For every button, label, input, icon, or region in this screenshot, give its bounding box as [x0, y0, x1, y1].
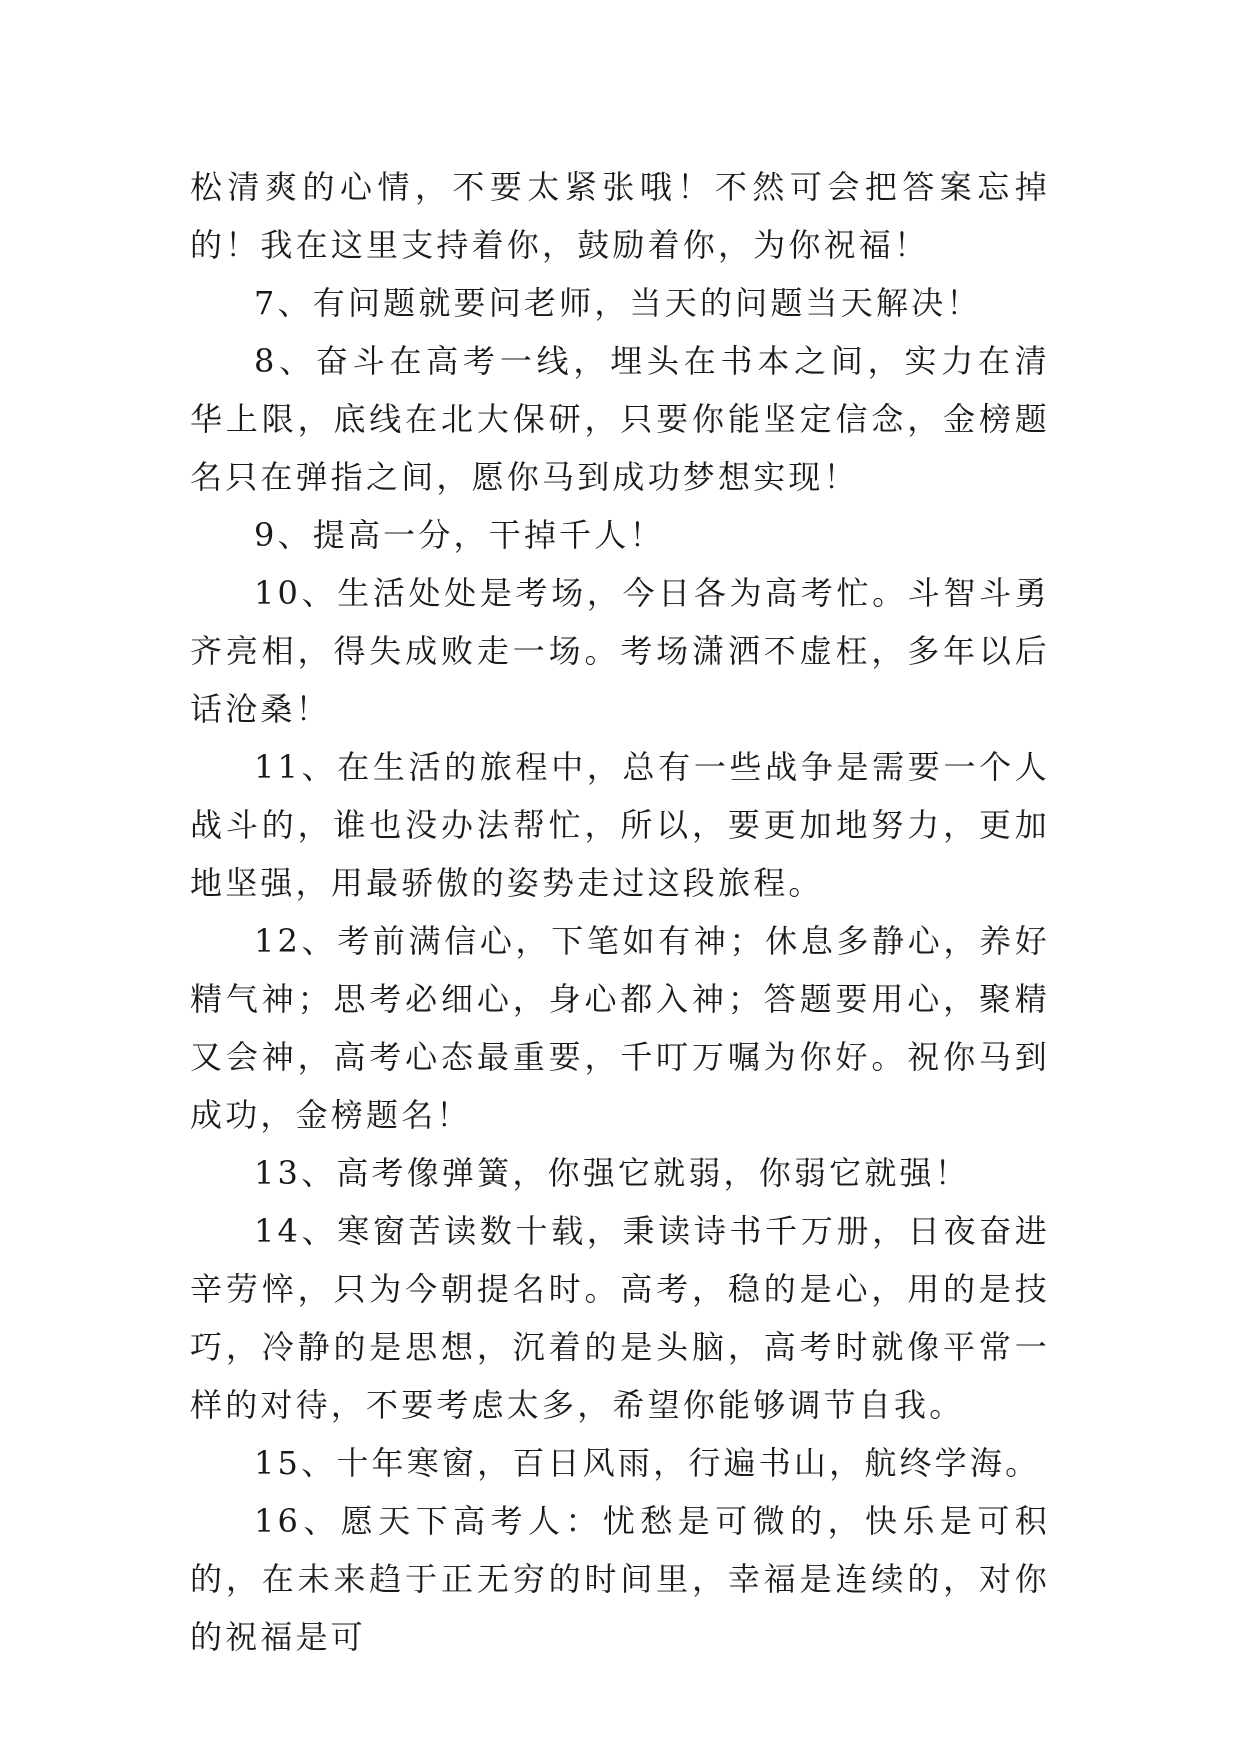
paragraph: 8、奋斗在高考一线，埋头在书本之间，实力在清华上限，底线在北大保研，只要你能坚定信念，金榜题名只在弹指之间，愿你马到成功梦想实现！	[190, 342, 1050, 496]
paragraph: 11、在生活的旅程中，总有一些战争是需要一个人战斗的，谁也没办法帮忙，所以，要更加地努力，更加地坚强，用最骄傲的姿势走过这段旅程。	[190, 748, 1050, 902]
document-page	[190, 158, 1050, 1666]
paragraph: 14、寒窗苦读数十载，秉读诗书千万册，日夜奋进辛劳悴，只为今朝提名时。高考，稳的是心，用的是技巧，冷静的是思想，沉着的是头脑，高考时就像平常一样的对待，不要考虑太多，希望你能够调节自我。	[190, 1212, 1050, 1424]
paragraph: 12、考前满信心，下笔如有神；休息多静心，养好精气神；思考必细心，身心都入神；答题要用心，聚精又会神，高考心态最重要，千叮万嘱为你好。祝你马到成功，金榜题名！	[190, 922, 1050, 1134]
paragraph: 15、十年寒窗，百日风雨，行遍书山，航终学海。	[254, 1444, 1041, 1482]
paragraph: 13、高考像弹簧，你强它就弱，你弱它就强！	[254, 1154, 970, 1192]
paragraph: 10、生活处处是考场，今日各为高考忙。斗智斗勇齐亮相，得失成败走一场。考场潇洒不虚枉，多年以后话沧桑！	[190, 574, 1050, 728]
paragraph: 松清爽的心情，不要太紧张哦！不然可会把答案忘掉的！我在这里支持着你，鼓励着你，为你祝福！	[190, 168, 1050, 264]
paragraph: 7、有问题就要问老师，当天的问题当天解决！	[254, 284, 982, 322]
paragraph: 16、愿天下高考人：忧愁是可微的，快乐是可积的，在未来趋于正无穷的时间里，幸福是连续的，对你的祝福是可	[190, 1502, 1050, 1656]
paragraph: 9、提高一分，干掉千人！	[254, 516, 665, 554]
